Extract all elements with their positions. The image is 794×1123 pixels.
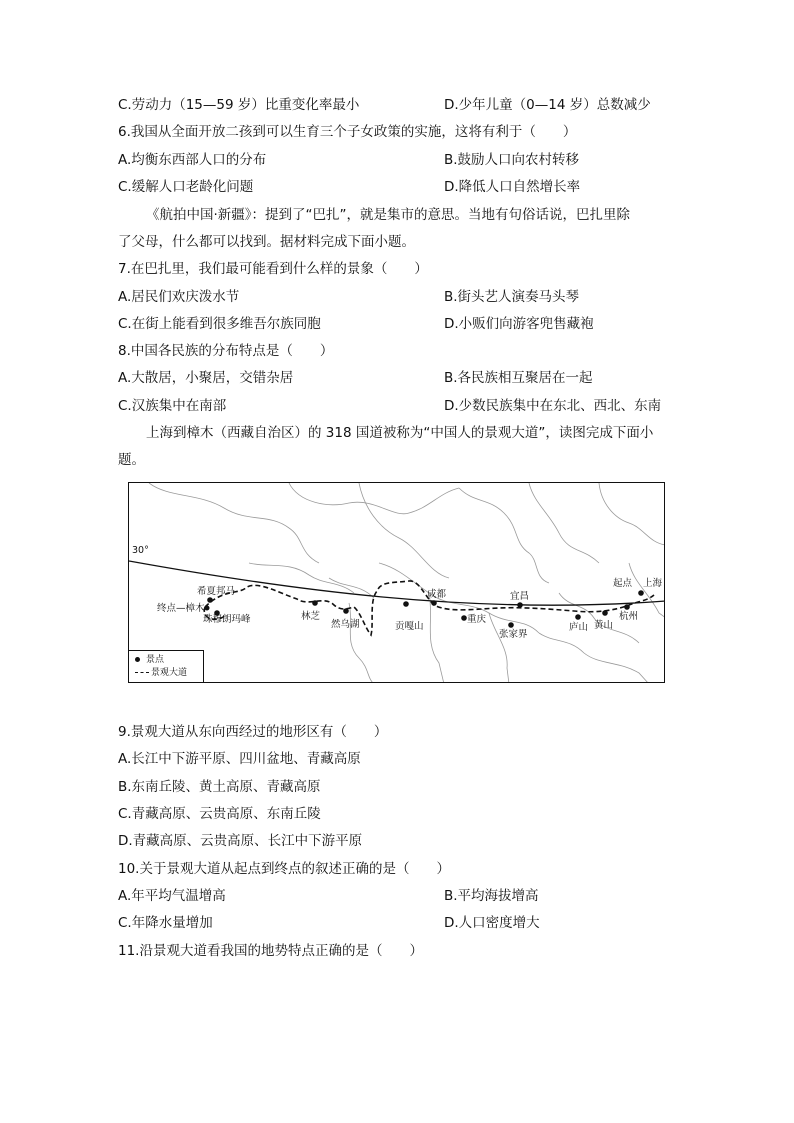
material-2-line-2: 题。	[118, 452, 145, 468]
q7-option-c: C.在街上能看到很多维吾尔族同胞	[118, 316, 321, 332]
q6-option-c: C.缓解人口老龄化问题	[118, 179, 254, 195]
legend-scenic-road	[135, 668, 187, 679]
label-end-zhangmu: 终点—樟木	[157, 603, 205, 614]
q8-option-c: C.汉族集中在南部	[118, 398, 227, 414]
q7-option-a: A.居民们欢庆泼水节	[118, 289, 240, 305]
q8-option-d: D.少数民族集中在东北、西北、东南	[444, 398, 662, 414]
q5-option-c: C.劳动力（15—59 岁）比重变化率最小	[118, 97, 360, 113]
q9-option-d: D.青藏高原、云贵高原、长江中下游平原	[118, 833, 363, 849]
q5-option-d: D.少年儿童（0—14 岁）总数减少	[444, 97, 651, 113]
q10-stem: 10.关于景观大道从起点到终点的叙述正确的是（ ）	[118, 861, 450, 877]
label-zhangjiajie: 张家界	[499, 629, 528, 640]
label-shanghai: 上海	[643, 578, 663, 589]
dot-lushan	[575, 614, 581, 620]
dot-huangshan	[602, 610, 608, 616]
q10-option-c: C.年降水量增加	[118, 915, 213, 931]
material-1-line-2: 了父母，什么都可以找到。据材料完成下面小题。	[118, 234, 415, 250]
map-drawing	[129, 483, 665, 683]
dot-ranwu	[343, 608, 349, 614]
scenic-road-icon	[135, 672, 149, 673]
q8-stem: 8.中国各民族的分布特点是（ ）	[118, 343, 334, 359]
q10-option-a: A.年平均气温增高	[118, 888, 226, 904]
q6-option-a: A.均衡东西部人口的分布	[118, 152, 267, 168]
label-lushan: 庐山	[569, 622, 589, 633]
q8-option-b: B.各民族相互聚居在一起	[444, 370, 593, 386]
dot-zhangmu	[205, 606, 210, 611]
q10-option-d: D.人口密度增大	[444, 915, 540, 931]
legend-scenic-road-label: 景观大道	[151, 668, 188, 678]
dot-hangzhou	[624, 604, 630, 610]
dot-chongqing	[461, 615, 467, 621]
label-everest: 珠穆朗玛峰	[203, 614, 251, 625]
q6-option-d: D.降低人口自然增长率	[444, 179, 581, 195]
q7-stem: 7.在巴扎里，我们最可能看到什么样的景象（ ）	[118, 261, 428, 277]
label-yichang: 宜昌	[510, 591, 530, 602]
q6-stem: 6.我国从全面开放二孩到可以生育三个子女政策的实施，这将有利于（ ）	[118, 124, 577, 140]
q10-option-b: B.平均海拔增高	[444, 888, 539, 904]
label-start: 起点	[613, 578, 633, 589]
q9-option-c: C.青藏高原、云贵高原、东南丘陵	[118, 806, 321, 822]
dot-xixiabangma	[207, 597, 213, 603]
label-huangshan: 黄山	[594, 620, 614, 631]
latitude-label: 30°	[132, 545, 149, 556]
label-gonggashan: 贡嘎山	[395, 621, 424, 632]
legend-scenic-spot	[135, 655, 164, 666]
q7-option-b: B.街头艺人演奏马头琴	[444, 289, 580, 305]
q6-option-b: B.鼓励人口向农村转移	[444, 152, 580, 168]
scenic-spot-icon	[135, 657, 140, 662]
route-318-map	[128, 482, 665, 683]
q9-stem: 9.景观大道从东向西经过的地形区有（ ）	[118, 724, 388, 740]
dot-zhangjiajie	[508, 622, 514, 628]
q9-option-b: B.东南丘陵、黄土高原、青藏高原	[118, 779, 321, 795]
label-hangzhou: 杭州	[619, 611, 639, 622]
label-linzhi: 林芝	[301, 611, 321, 622]
label-ranwu: 然乌湖	[331, 619, 360, 630]
q8-option-a: A.大散居，小聚居，交错杂居	[118, 370, 294, 386]
map-legend	[129, 650, 204, 683]
dot-start	[638, 590, 644, 596]
province-boundaries	[149, 483, 665, 683]
material-1-line-1: 《航拍中国·新疆》：提到了“巴扎”，就是集市的意思。当地有句俗话说，巴扎里除	[146, 207, 631, 223]
material-2-line-1: 上海到樟木（西藏自治区）的 318 国道被称为“中国人的景观大道”，读图完成下面小	[146, 425, 654, 441]
q9-option-a: A.长江中下游平原、四川盆地、青藏高原	[118, 751, 361, 767]
legend-scenic-spot-label: 景点	[146, 655, 165, 665]
dot-chengdu	[431, 600, 437, 606]
q7-option-d: D.小贩们向游客兜售藏袍	[444, 316, 594, 332]
q11-stem: 11.沿景观大道看我国的地势特点正确的是（ ）	[118, 943, 423, 959]
label-chengdu: 成都	[427, 589, 447, 600]
dot-gonggashan	[403, 601, 409, 607]
dot-linzhi	[312, 600, 318, 606]
label-xixiabangma: 希夏邦马	[197, 586, 236, 597]
dot-yichang	[517, 602, 523, 608]
label-chongqing: 重庆	[467, 614, 487, 625]
